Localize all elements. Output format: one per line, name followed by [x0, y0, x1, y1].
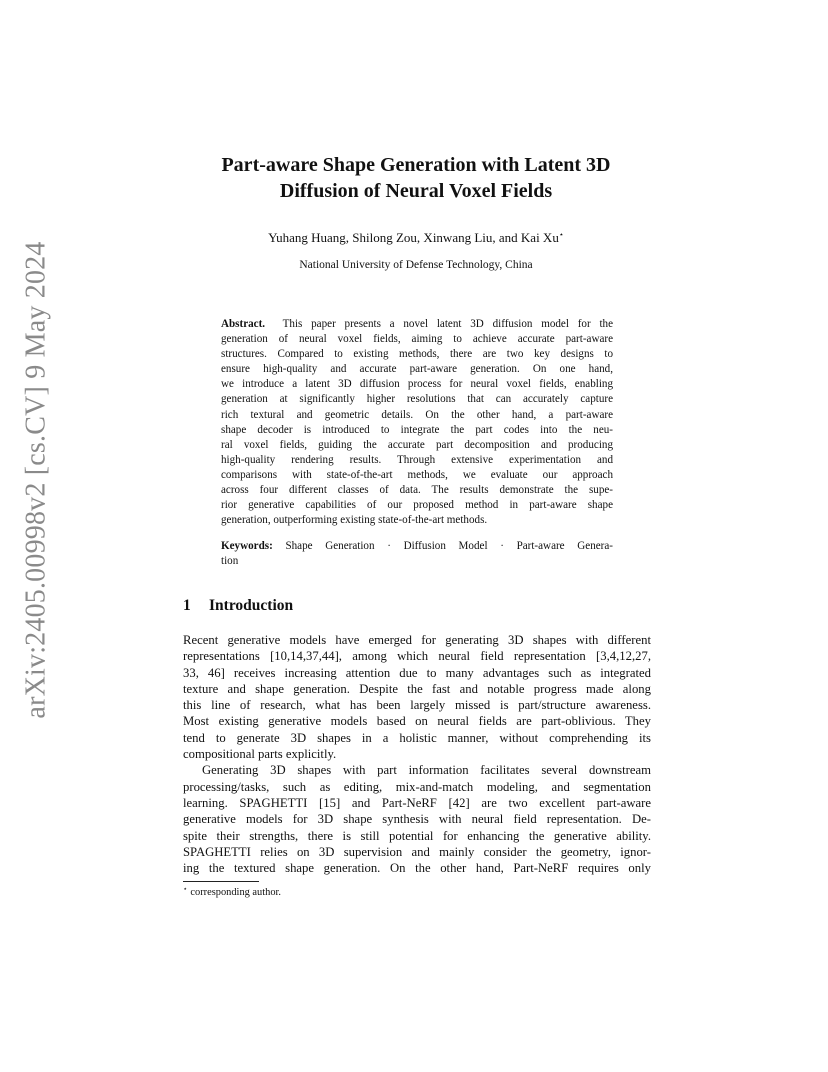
- abstract-line: generation, outperforming existing state-of-the-art methods.: [221, 514, 488, 527]
- abstract-line: comparisons with state-of-the-art methods, we evaluate our approach: [221, 468, 613, 481]
- abstract-line: generation of neural voxel fields, aiming to achieve accurate part-aware: [221, 333, 613, 346]
- title-line: Diffusion of Neural Voxel Fields: [279, 180, 553, 202]
- abstract-line: shape decoder is introduced to integrate the part codes into the neu-: [221, 423, 613, 436]
- abstract-line: generation at significantly higher resolutions that can accurately capture: [221, 393, 613, 406]
- introduction-body: [183, 632, 651, 876]
- abstract-line: rich textural and geometric details. On the other hand, a part-aware: [221, 408, 613, 421]
- abstract-line-text: This paper presents a novel latent 3D diffusion model for the: [282, 318, 613, 330]
- keywords-line: tion: [221, 555, 239, 568]
- abstract-block: [221, 317, 613, 528]
- section-heading: [183, 596, 293, 616]
- paragraph-line: Generating 3D shapes with part information facilitates several downstream: [202, 763, 651, 778]
- paragraph-line: generative models for 3D shape synthesis with neural field representation. De-: [183, 812, 651, 827]
- footnote-divider: [183, 881, 259, 882]
- abstract-line: we introduce a latent 3D diffusion process for neural voxel fields, enabling: [221, 378, 613, 391]
- keywords-line-text: Shape Generation · Diffusion Model · Part-aware Genera-: [285, 540, 613, 552]
- footnote-mark: ⋆: [183, 885, 188, 893]
- paragraph-line: ing the textured shape generation. On the other hand, Part-NeRF requires only: [183, 861, 651, 876]
- arxiv-identifier-text: arXiv:2405.00998v2 [cs.CV] 9 May 2024: [21, 241, 52, 719]
- paragraph-line: spite their strengths, there is still potential for enhancing the generative ability.: [183, 828, 651, 843]
- paragraph-line: texture and shape generation. Despite the fast and notable progress made along: [183, 681, 651, 696]
- arxiv-identifier-stamp: [14, 241, 60, 719]
- paragraph: [183, 632, 651, 762]
- author-list: [160, 229, 672, 246]
- paragraph: [183, 762, 651, 876]
- abstract-line: across four different classes of data. The results demonstrate the supe-: [221, 484, 613, 497]
- section-number: 1: [183, 597, 191, 614]
- paragraph-line: representations [10,14,37,44], among which neural field representation [3,4,12,27,: [183, 649, 651, 664]
- paragraph-line: this line of research, what has been largely missed is part/structure awareness.: [183, 698, 651, 713]
- abstract-line: high-quality rendering results. Through extensive experimentation and: [221, 453, 613, 466]
- abstract-line: [221, 317, 613, 332]
- abstract-line: rior generative capabilities of our proposed method in part-aware shape: [221, 499, 613, 512]
- abstract-label: Abstract.: [221, 318, 266, 330]
- paragraph-line: processing/tasks, such as editing, mix-and-match modeling, and segmentation: [183, 779, 651, 794]
- paragraph-line: 33, 46] receives increasing attention due to many advantages such as integrated: [183, 665, 651, 680]
- corresponding-author-mark: ⋆: [558, 230, 564, 239]
- paragraph-line: tend to generate 3D shapes in a holistic manner, without comprehending its: [183, 730, 651, 745]
- footnote: [183, 886, 281, 900]
- keywords-block: [221, 539, 613, 569]
- affiliation: National University of Defense Technology, China: [299, 259, 533, 271]
- paragraph-line: compositional parts explicitly.: [183, 747, 337, 762]
- abstract-line: structures. Compared to existing methods, there are two key designs to: [221, 348, 613, 361]
- section-title: Introduction: [209, 597, 294, 614]
- paragraph-line: SPAGHETTI relies on 3D supervision and mainly consider the geometry, ignor-: [183, 844, 651, 859]
- paragraph-line: learning. SPAGHETTI [15] and Part-NeRF [42] are two excellent part-aware: [183, 795, 651, 810]
- abstract-line: ensure high-quality and accurate part-aware generation. On one hand,: [221, 363, 613, 376]
- footnote-text: corresponding author.: [190, 887, 281, 898]
- keywords-line: [221, 539, 613, 554]
- paragraph-line: Most existing generative models based on neural fields are part-oblivious. They: [183, 714, 651, 729]
- paragraph-line: Recent generative models have emerged for generating 3D shapes with different: [183, 633, 651, 647]
- abstract-line: ral voxel fields, guiding the accurate part decomposition and producing: [221, 438, 613, 451]
- keywords-label: Keywords:: [221, 540, 273, 552]
- authors-text: Yuhang Huang, Shilong Zou, Xinwang Liu, and Kai Xu: [268, 230, 559, 245]
- title-line: Part-aware Shape Generation with Latent 3D: [221, 154, 611, 176]
- paper-title: [160, 152, 672, 204]
